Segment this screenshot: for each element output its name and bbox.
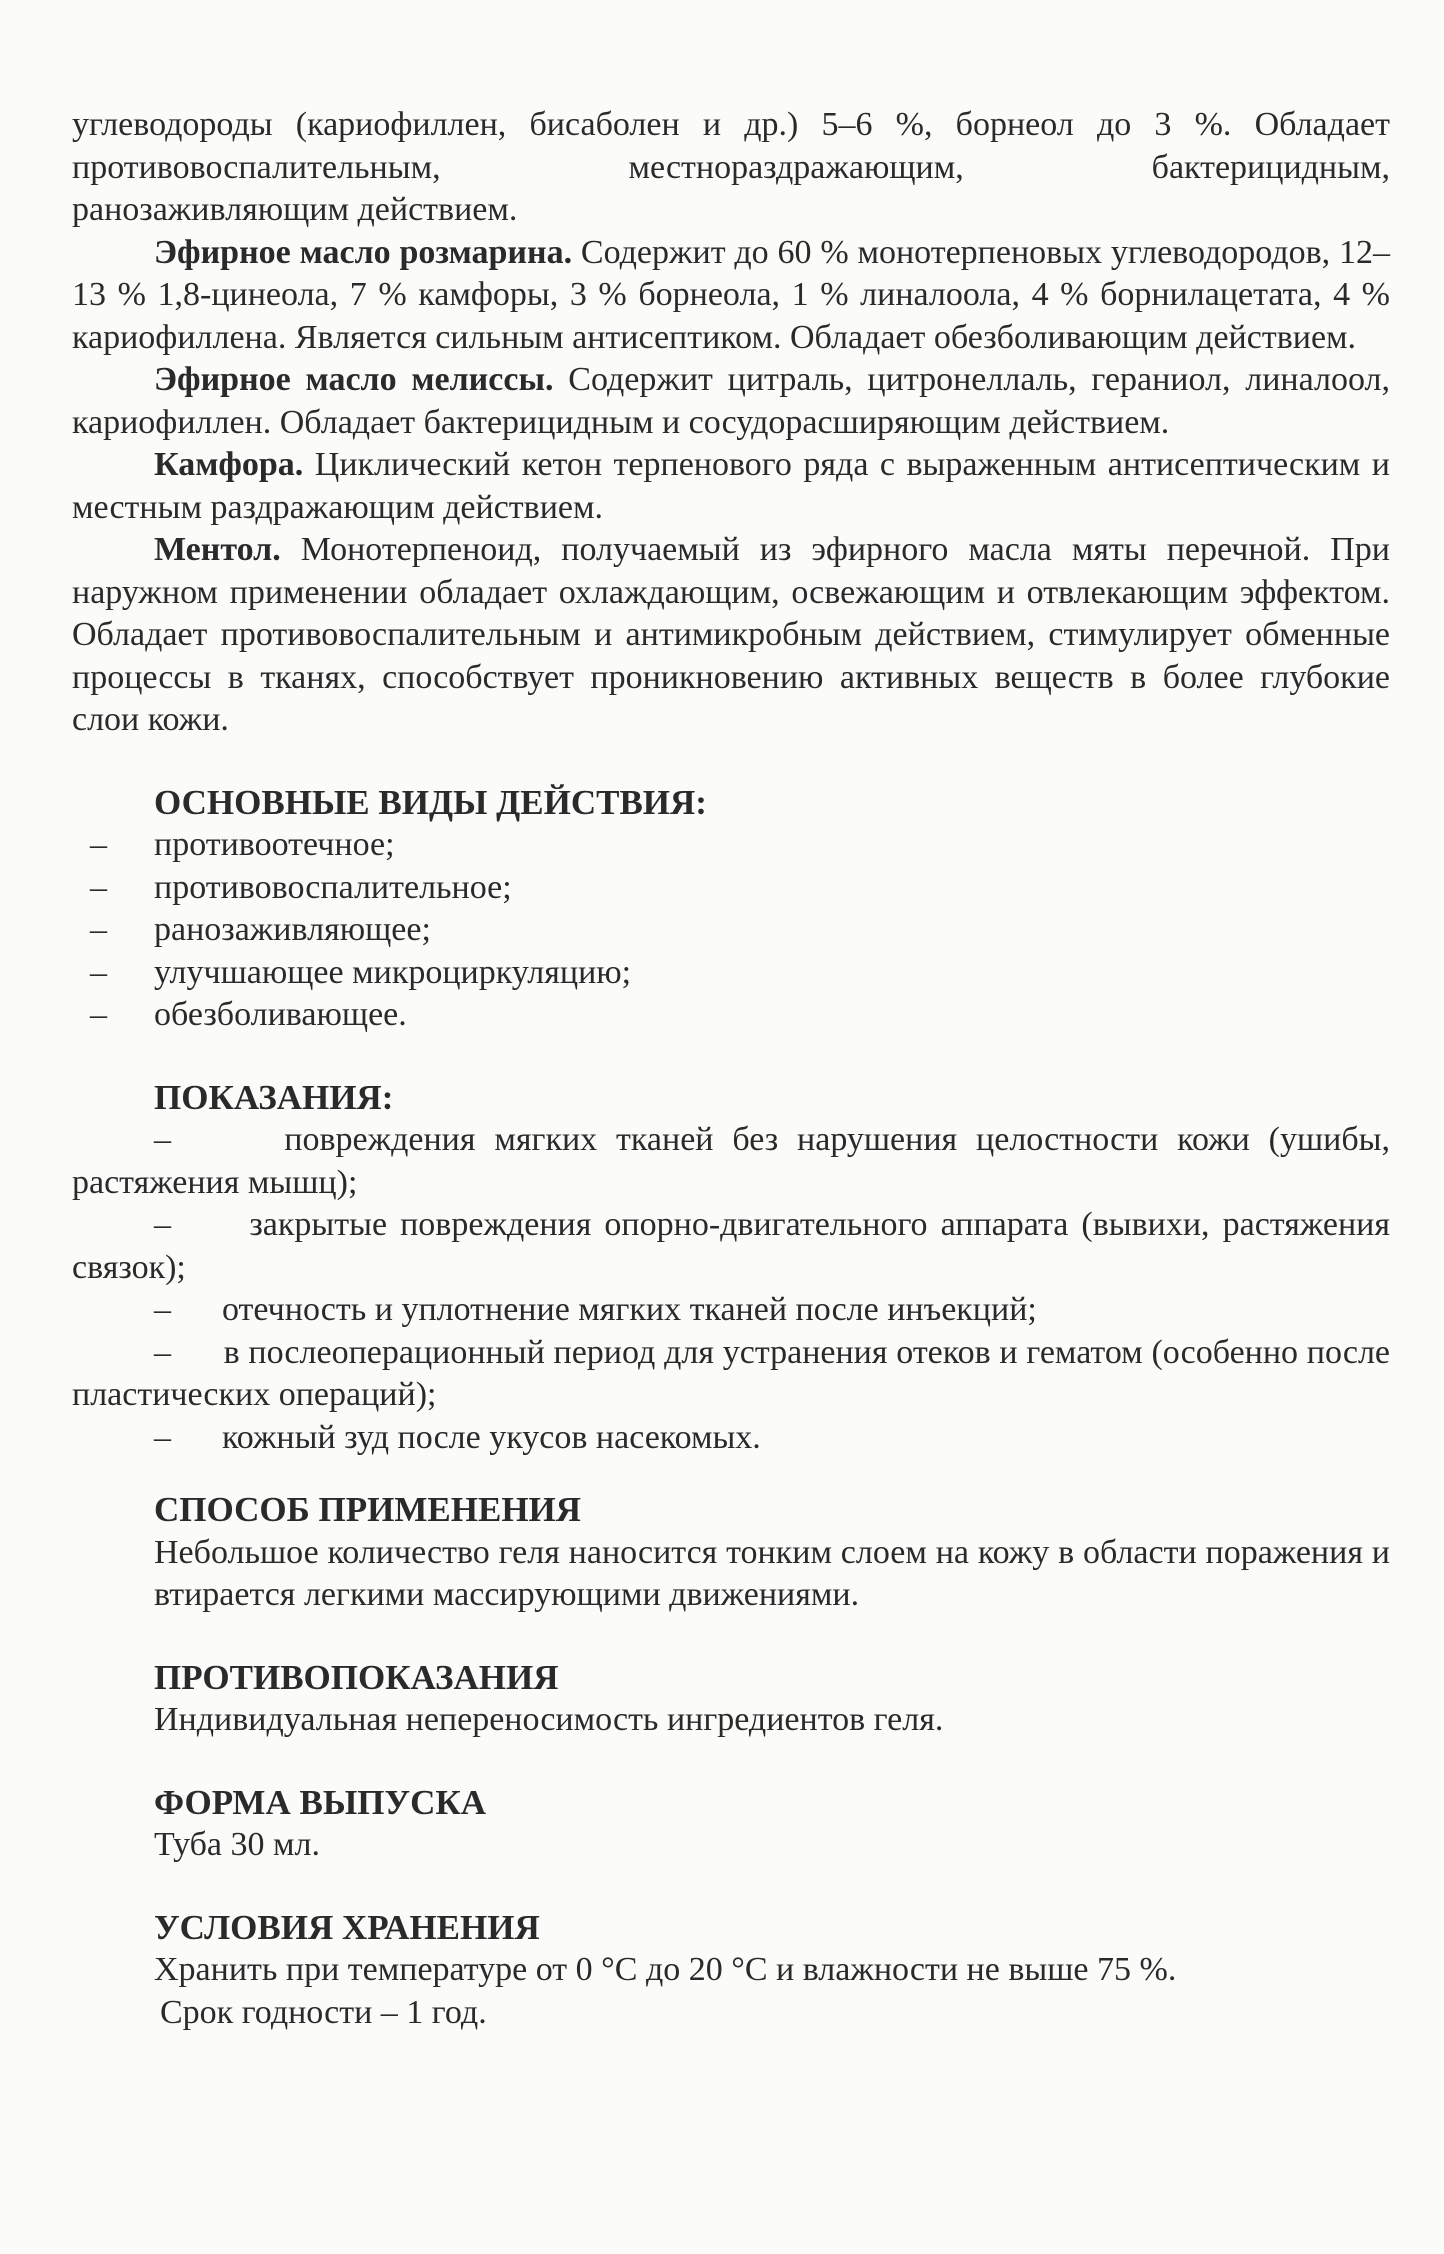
contraindications-text: Индивидуальная непереносимость ингредиентов геля. [154,1701,944,1738]
form-text: Туба 30 мл. [154,1826,320,1863]
list-item: – противовоспалительное; [72,867,1390,910]
dash-bullet: – [90,953,107,991]
menthol-text: Монотерпеноид, получаемый из эфирного масла мяты перечной. При наружном применении обладает охлаждающим, освежающим и отвлекающим эффектом. Обладает противовоспалительным и антимикробным действием, стимулирует обменные процессы в тканях, способствует проникновению активных веществ в более глубокие слои кожи. [72,531,1390,738]
indication-item: – кожный зуд после укусов насекомых. [154,1418,761,1456]
usage-heading: СПОСОБ ПРИМЕНЕНИЯ [154,1490,582,1529]
menthol-paragraph [72,529,1390,742]
melissa-paragraph [72,359,1390,444]
menthol-title: Ментол. [154,531,281,568]
rosemary-text: Содержит до 60 % монотерпеновых углеводородов, 12–13 % 1,8-цинеола, 7 % камфоры, 3 % борнеола, 1 % линалоола, 4 % борнилацетата, 4 % кариофиллена. Является сильным антисептиком. Обладает обезболивающим действием. [72,233,1390,356]
list-item: – улучшающее микроциркуляцию; [72,952,1390,995]
indication-item: – отечность и уплотнение мягких тканей после инъекций; [154,1291,1037,1328]
document-page [72,104,1390,2034]
indication-item: – в послеоперационный период для устранения отеков и гематом (особенно после пластических операций); [72,1333,1390,1413]
camphor-text: Циклический кетон терпенового ряда с выраженным антисептическим и местным раздражающим действием. [72,446,1390,526]
rosemary-title: Эфирное масло розмарина. [154,233,573,271]
usage-text: Небольшое количество геля наносится тонким слоем на кожу в области поражения и втирается легкими массирующими движениями. [154,1533,1390,1613]
indication-item: – повреждения мягких тканей без нарушения целостности кожи (ушибы, растяжения мышц); [72,1121,1390,1201]
contraindications-heading: ПРОТИВОПОКАЗАНИЯ [154,1657,559,1697]
dash-bullet: – [154,1206,171,1243]
dash-bullet: – [154,1121,171,1158]
dash-bullet: – [90,996,107,1033]
indication-item: – закрытые повреждения опорно-двигательного аппарата (вывихи, растяжения связок); [72,1206,1390,1286]
camphor-paragraph [72,444,1390,529]
storage-heading: УСЛОВИЯ ХРАНЕНИЯ [154,1907,540,1947]
dash-bullet: – [90,911,107,948]
melissa-text: Содержит цитраль, цитронеллаль, гераниол, линалоол, кариофиллен. Обладает бактерицидным и сосудорасширяющим действием. [72,361,1391,441]
dash-bullet: – [154,1291,171,1328]
form-heading: ФОРМА ВЫПУСКА [154,1782,487,1822]
intro-line-3: ранозаживляющим действием. [72,191,518,228]
shelf-life-text: Срок годности – 1 год. [160,1993,487,2031]
list-item: – обезболивающее. [72,994,1390,1037]
camphor-title: Камфора. [154,446,304,483]
list-item: – ранозаживляющее; [72,909,1390,952]
dash-bullet: – [90,826,107,863]
dash-bullet: – [154,1333,171,1371]
indications-heading: ПОКАЗАНИЯ: [154,1077,394,1117]
melissa-title: Эфирное масло мелиссы. [154,361,554,398]
actions-heading: ОСНОВНЫЕ ВИДЫ ДЕЙСТВИЯ: [154,782,707,822]
storage-text: Хранить при температуре от 0 °С до 20 °С и влажности не выше 75 %. [154,1951,1177,1988]
dash-bullet: – [154,1418,171,1456]
rosemary-paragraph [72,232,1390,360]
list-item: – противоотечное; [72,824,1390,867]
actions-list [72,824,1390,1037]
dash-bullet: – [90,868,107,906]
intro-line-2: противовоспалительным, местнораздражающим, бактерицидным, [72,148,1390,186]
intro-line-1: углеводороды (кариофиллен, бисаболен и др.) 5–6 %, борнеол до 3 %. Обладает [72,106,1390,143]
